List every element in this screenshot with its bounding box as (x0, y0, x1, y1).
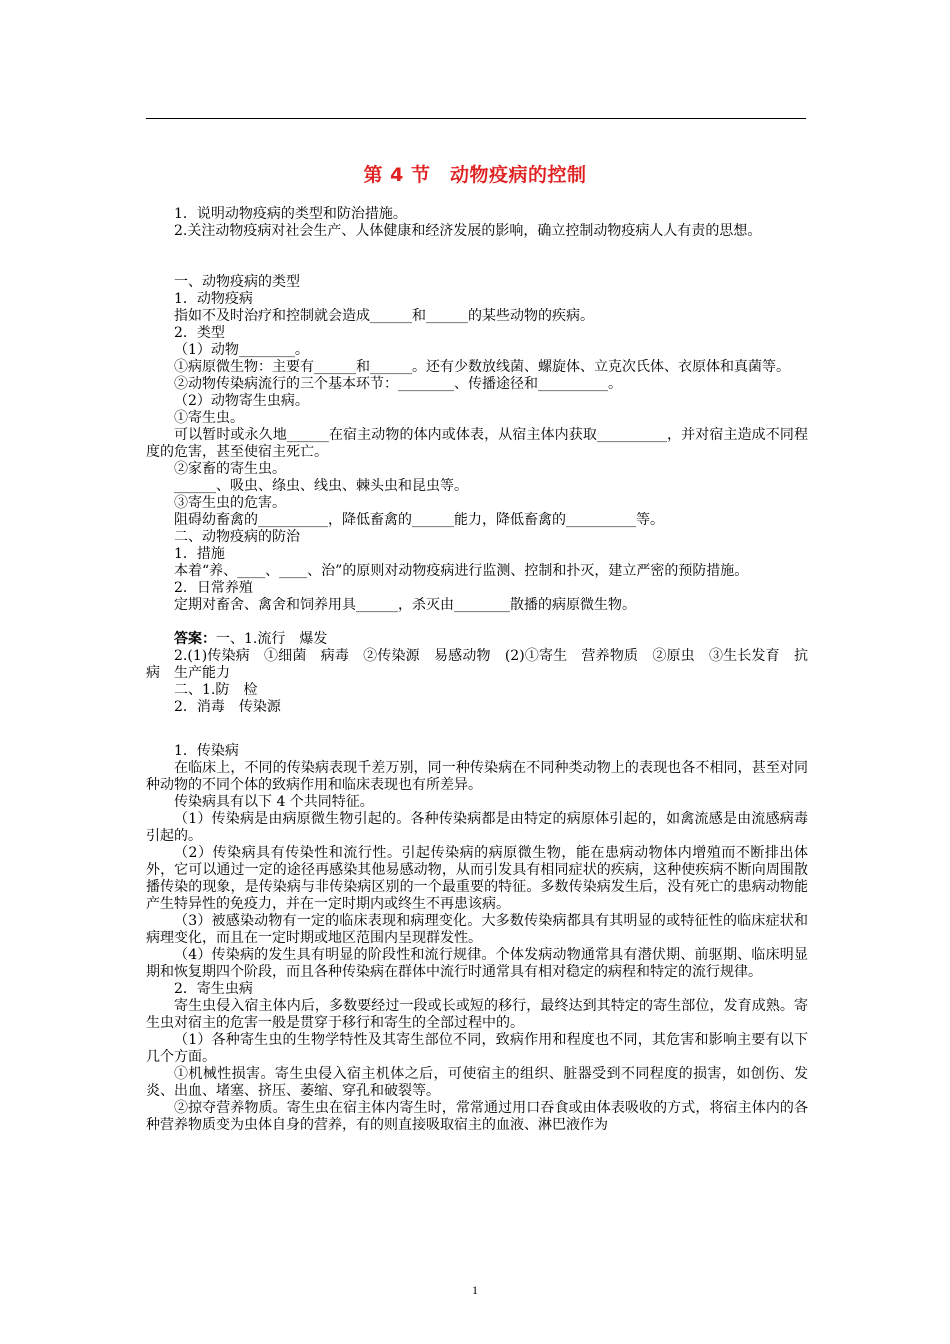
paragraph: （2）动物寄生虫病。 (174, 393, 309, 409)
explain-paragraph: （1）各种寄生虫的生物学特性及其寄生部位不同，致病作用和程度也不同，其危害和影响主要有以下几个方面。 (146, 1032, 808, 1065)
answer-first-line (146, 631, 808, 648)
objective-2: 2.关注动物疫病对社会生产、人体健康和经济发展的影响，确立控制动物疫病人人有责的思想。 (174, 223, 762, 239)
page-title: 第 4 节 动物疫病的控制 (363, 164, 587, 186)
paragraph: ②家畜的寄生虫。 (174, 461, 286, 477)
explain-paragraph: （3）被感染动物有一定的临床表现和病理变化。大多数传染病都具有其明显的或特征性的临床症状和病理变化，而且在一定时期或地区范围内呈现群发性。 (146, 913, 808, 946)
header-rule (146, 118, 806, 119)
paragraph: （1）动物________。 (174, 342, 309, 358)
paragraph: ①寄生虫。 (174, 410, 244, 426)
subheading: 1．动物疫病 (174, 291, 253, 307)
paragraph: ③寄生虫的危害。 (174, 495, 286, 511)
answer-text: 一、1.流行 爆发 (216, 631, 328, 647)
explain-heading: 1．传染病 (174, 743, 239, 759)
page-number: 1 (472, 1283, 478, 1297)
explain-paragraph: 在临床上，不同的传染病表现千差万别，同一种传染病在不同种类动物上的表现也各不相同，甚至对同种动物的不同个体的致病作用和临床表现也有所差异。 (146, 760, 808, 793)
answer-label: 答案： (174, 631, 216, 647)
subheading: 2．类型 (174, 325, 225, 341)
explain-paragraph: （4）传染病的发生具有明显的阶段性和流行规律。个体发病动物通常具有潜伏期、前驱期、临床明显期和恢复期四个阶段，而且各种传染病在群体中流行时通常具有相对稳定的病程和特定的流行规律。 (146, 947, 808, 980)
explain-paragraph: （2）传染病具有传染性和流行性。引起传染病的病原微生物，能在患病动物体内增殖而不断排出体外，它可以通过一定的途径再感染其他易感动物，从而引发具有相同症状的疾病，这种使疾病不断向周围散播传染的现象，是传染病与非传染病区别的一个最重要的特征。多数传染病发生后，没有死亡的患病动物能产生特异性的免疫力，并在一定时期内或终生不再患该病。 (146, 845, 808, 912)
explain-paragraph: 寄生虫侵入宿主体内后，多数要经过一段或长或短的移行，最终达到其特定的寄生部位，发育成熟。寄生虫对宿主的危害一般是贯穿于移行和寄生的全部过程中的。 (146, 998, 808, 1031)
section-heading: 二、动物疫病的防治 (174, 529, 300, 545)
subheading: 1．措施 (174, 546, 225, 562)
paragraph: 定期对畜舍、禽舍和饲养用具______，杀灭由________散播的病原微生物。 (174, 597, 636, 613)
section-heading: 一、动物疫病的类型 (174, 274, 300, 290)
paragraph: 阻碍幼畜禽的__________，降低畜禽的______能力，降低畜禽的__________等。 (174, 512, 664, 528)
paragraph: 指如不及时治疗和控制就会造成______和______的某些动物的疾病。 (174, 308, 594, 324)
explain-heading: 2．寄生虫病 (174, 981, 253, 997)
explain-paragraph: ②掠夺营养物质。寄生虫在宿主体内寄生时，常常通过用口吞食或由体表吸收的方式，将宿主体内的各种营养物质变为虫体自身的营养，有的则直接吸取宿主的血液、淋巴液作为 (146, 1100, 808, 1133)
paragraph: ②动物传染病流行的三个基本环节：________、传播途径和__________。 (174, 376, 622, 392)
explain-paragraph: （1）传染病是由病原微生物引起的。各种传染病都是由特定的病原体引起的，如禽流感是由流感病毒引起的。 (146, 811, 808, 844)
paragraph: ①病原微生物：主要有______和______。还有少数放线菌、螺旋体、立克次氏体、衣原体和真菌等。 (174, 359, 790, 375)
answer-line: 2.(1)传染病 ①细菌 病毒 ②传染源 易感动物 (2)①寄生 营养物质 ②原虫 ③生长发育 抗病 生产能力 (146, 648, 808, 681)
answer-line: 2．消毒 传染源 (174, 699, 281, 715)
explain-paragraph: 传染病具有以下 4 个共同特征。 (174, 794, 374, 810)
explain-paragraph: ①机械性损害。寄生虫侵入宿主机体之后，可使宿主的组织、脏器受到不同程度的损害，如创伤、发炎、出血、堵塞、挤压、萎缩、穿孔和破裂等。 (146, 1066, 808, 1099)
paragraph: ______、吸虫、绦虫、线虫、棘头虫和昆虫等。 (174, 478, 468, 494)
subheading: 2．日常养殖 (174, 580, 253, 596)
paragraph: 本着“养、____、____、治”的原则对动物疫病进行监测、控制和扑灭，建立严密的预防措施。 (174, 563, 749, 579)
document-body (146, 206, 808, 1134)
objective-1: 1．说明动物疫病的类型和防治措施。 (174, 206, 407, 222)
paragraph: 可以暂时或永久地______在宿主动物的体内或体表，从宿主体内获取__________，并对宿主造成不同程度的危害，甚至使宿主死亡。 (146, 427, 808, 460)
answer-line: 二、1.防 检 (174, 682, 258, 698)
